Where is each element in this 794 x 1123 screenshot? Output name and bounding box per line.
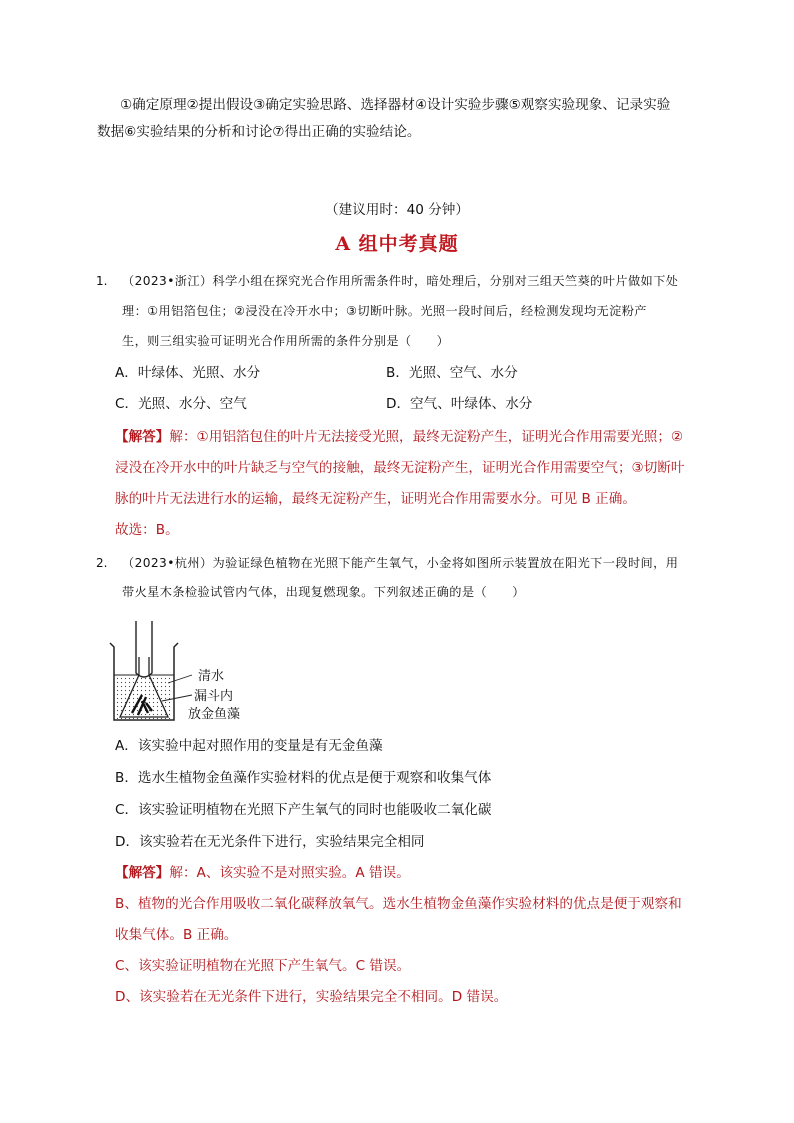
q1-answer-line-1 xyxy=(115,428,683,446)
label-funnel: 漏斗内 xyxy=(194,689,234,704)
q2-answer-text-1: 解：A、该实验不是对照实验。A 错误。 xyxy=(169,865,410,881)
q1-stem-line-1: （2023•浙江）科学小组在探究光合作用所需条件时，暗处理后，分别对三组天竺葵的叶片做如下处 xyxy=(122,274,679,288)
q2-answer-d: D、该实验若在无光条件下进行，实验结果完全不相同。D 错误。 xyxy=(115,989,508,1005)
q1-answer-line-2: 浸没在冷开水中的叶片缺乏与空气的接触，最终无淀粉产生，证明光合作用需要空气；③切断叶 xyxy=(115,460,685,476)
q2-answer-tag: 【解答】 xyxy=(115,865,170,881)
q1-stem-line-2: 理：①用铝箔包住；②浸没在冷开水中；③切断叶脉。光照一段时间后，经检测发现均无淀粉产 xyxy=(122,304,647,318)
q2-stem-line-1: （2023•杭州）为验证绿色植物在光照下能产生氧气，小金将如图所示装置放在阳光下一段时间，用 xyxy=(122,556,679,570)
label-algae: 放金鱼藻 xyxy=(188,707,241,722)
label-water: 清水 xyxy=(198,669,225,684)
q2-stem-line-2: 带火星木条检验试管内气体，出现复燃现象。下列叙述正确的是（ ） xyxy=(122,585,525,599)
q1-answer-line-3: 脉的叶片无法进行水的运输，最终无淀粉产生，证明光合作用需要水分。可见 B 正确。 xyxy=(115,491,636,507)
q2-option-d: D．该实验若在无光条件下进行，实验结果完全相同 xyxy=(115,834,425,850)
intro-line-2: 数据⑥实验结果的分析和讨论⑦得出正确的实验结论。 xyxy=(97,124,421,140)
group-title: A 组中考真题 xyxy=(335,233,459,255)
q1-option-d: D．空气、叶绿体、水分 xyxy=(386,396,533,412)
q2-option-b: B．选水生植物金鱼藻作实验材料的优点是便于观察和收集气体 xyxy=(115,770,492,786)
q2-number: 2. xyxy=(96,556,108,570)
q2-answer-b-line-2: 收集气体。B 正确。 xyxy=(115,927,238,943)
q1-number: 1. xyxy=(96,274,108,288)
q2-answer-b-line-1: B、植物的光合作用吸收二氧化碳释放氧气。选水生植物金鱼藻作实验材料的优点是便于观察和 xyxy=(115,896,682,912)
q1-option-c: C．光照、水分、空气 xyxy=(115,396,247,412)
q1-option-a: A．叶绿体、光照、水分 xyxy=(115,365,261,381)
apparatus-figure xyxy=(108,617,268,725)
q2-option-a: A．该实验中起对照作用的变量是有无金鱼藻 xyxy=(115,738,383,754)
q1-answer-tag: 【解答】 xyxy=(115,429,170,445)
q2-answer-line-1 xyxy=(115,864,410,882)
q2-option-c: C．该实验证明植物在光照下产生氧气的同时也能吸收二氧化碳 xyxy=(115,802,492,818)
q2-answer-c: C、该实验证明植物在光照下产生氧气。C 错误。 xyxy=(115,958,411,974)
q1-option-b: B．光照、空气、水分 xyxy=(386,365,518,381)
time-tip: （建议用时：40 分钟） xyxy=(325,202,469,218)
q1-answer-text-1: 解：①用铝箔包住的叶片无法接受光照，最终无淀粉产生，证明光合作用需要光照；② xyxy=(169,429,684,445)
q1-stem-line-3: 生，则三组实验可证明光合作用所需的条件分别是（ ） xyxy=(122,334,450,348)
water-area xyxy=(116,675,172,719)
q1-choice: 故选：B。 xyxy=(115,522,179,538)
intro-line-1: ①确定原理②提出假设③确定实验思路、选择器材④设计实验步骤⑤观察实验现象、记录实验 xyxy=(120,97,671,113)
